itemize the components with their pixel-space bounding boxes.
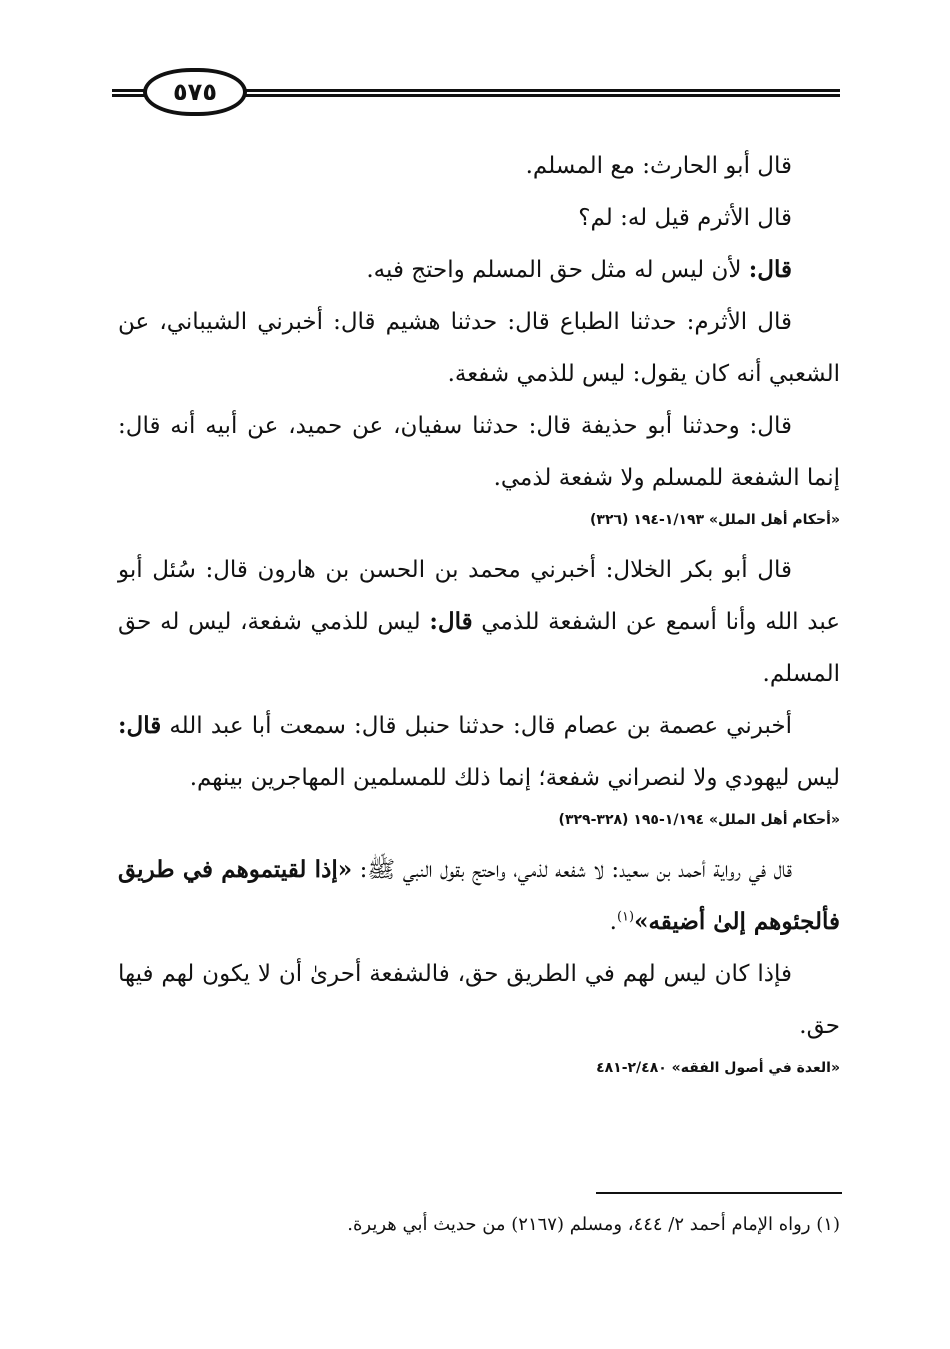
page-number: ٥٧٥ [173, 78, 217, 106]
paragraph [118, 700, 840, 804]
bold-text: «إذا لقيتموهم في طريق فألجئوهم إلىٰ أضيقه» [118, 856, 840, 935]
page-header [112, 68, 840, 118]
footnote-marker: (١) [616, 909, 635, 925]
footnote-divider [596, 1192, 842, 1194]
paragraph-text: قال أبو بكر الخلال: أخبرني محمد بن الحسن بن هارون قال: سُئل أبو عبد الله وأنا أسمع عن الشفعة للذمي [118, 557, 841, 635]
paragraph-text: . [609, 909, 617, 935]
paragraph [118, 296, 840, 400]
paragraph-text: قال أبو الحارث: مع المسلم. [525, 153, 792, 179]
source-citation: «أحكام أهل الملل» ١/١٩٣-١٩٤ (٣٢٦) [590, 512, 840, 528]
paragraph [118, 844, 840, 948]
paragraph [118, 544, 840, 700]
paragraph-text: قال في رواية أحمد بن سعيد: لا شفعه لذمي، واحتج بقول النبي ﷺ: [352, 857, 792, 883]
paragraph-text: قال: وحدثنا أبو حذيفة قال: حدثنا سفيان، عن حميد، عن أبيه أنه قال: إنما الشفعة للمسلم ولا شفعة لذمي. [118, 413, 840, 491]
paragraph-text: ليس ليهودي ولا لنصراني شفعة؛ إنما ذلك للمسلمين المهاجرين بينهم. [189, 765, 840, 791]
paragraph-text: فإذا كان ليس لهم في الطريق حق، فالشفعة أحرىٰ أن لا يكون لهم فيها حق. [118, 961, 840, 1039]
paragraph-text: قال الأثرم قيل له: لم؟ [578, 205, 792, 231]
source-citation: «العدة في أصول الفقه» ٢/٤٨٠-٤٨١ [596, 1060, 840, 1076]
source-citation: «أحكام أهل الملل» ١/١٩٤-١٩٥ (٣٢٨-٣٢٩) [558, 812, 840, 828]
bold-text: قال: [748, 256, 792, 283]
page-number-badge [143, 68, 247, 116]
paragraph [118, 400, 840, 504]
paragraph [118, 140, 840, 192]
paragraph [118, 192, 840, 244]
page-body [118, 140, 840, 1092]
paragraph-text: ليس للذمي شفعة، ليس له حق المسلم. [118, 609, 840, 687]
paragraph-text: أخبرني عصمة بن عصام قال: حدثنا حنبل قال: سمعت أبا عبد الله [161, 713, 792, 739]
paragraph [118, 244, 840, 296]
bold-text: قال: [429, 608, 473, 635]
paragraph [118, 948, 840, 1052]
paragraph-text: قال الأثرم: حدثنا الطباع قال: حدثنا هشيم قال: أخبرني الشيباني، عن الشعبي أنه كان يقول: ليس للذمي شفعة. [118, 309, 840, 387]
paragraph-text: لأن ليس له مثل حق المسلم واحتج فيه. [366, 257, 749, 283]
bold-text: قال: [118, 712, 162, 739]
footnote: (١) رواه الإمام أحمد ٢/ ٤٤٤، ومسلم (٢١٦٧) من حديث أبي هريرة. [347, 1214, 840, 1235]
